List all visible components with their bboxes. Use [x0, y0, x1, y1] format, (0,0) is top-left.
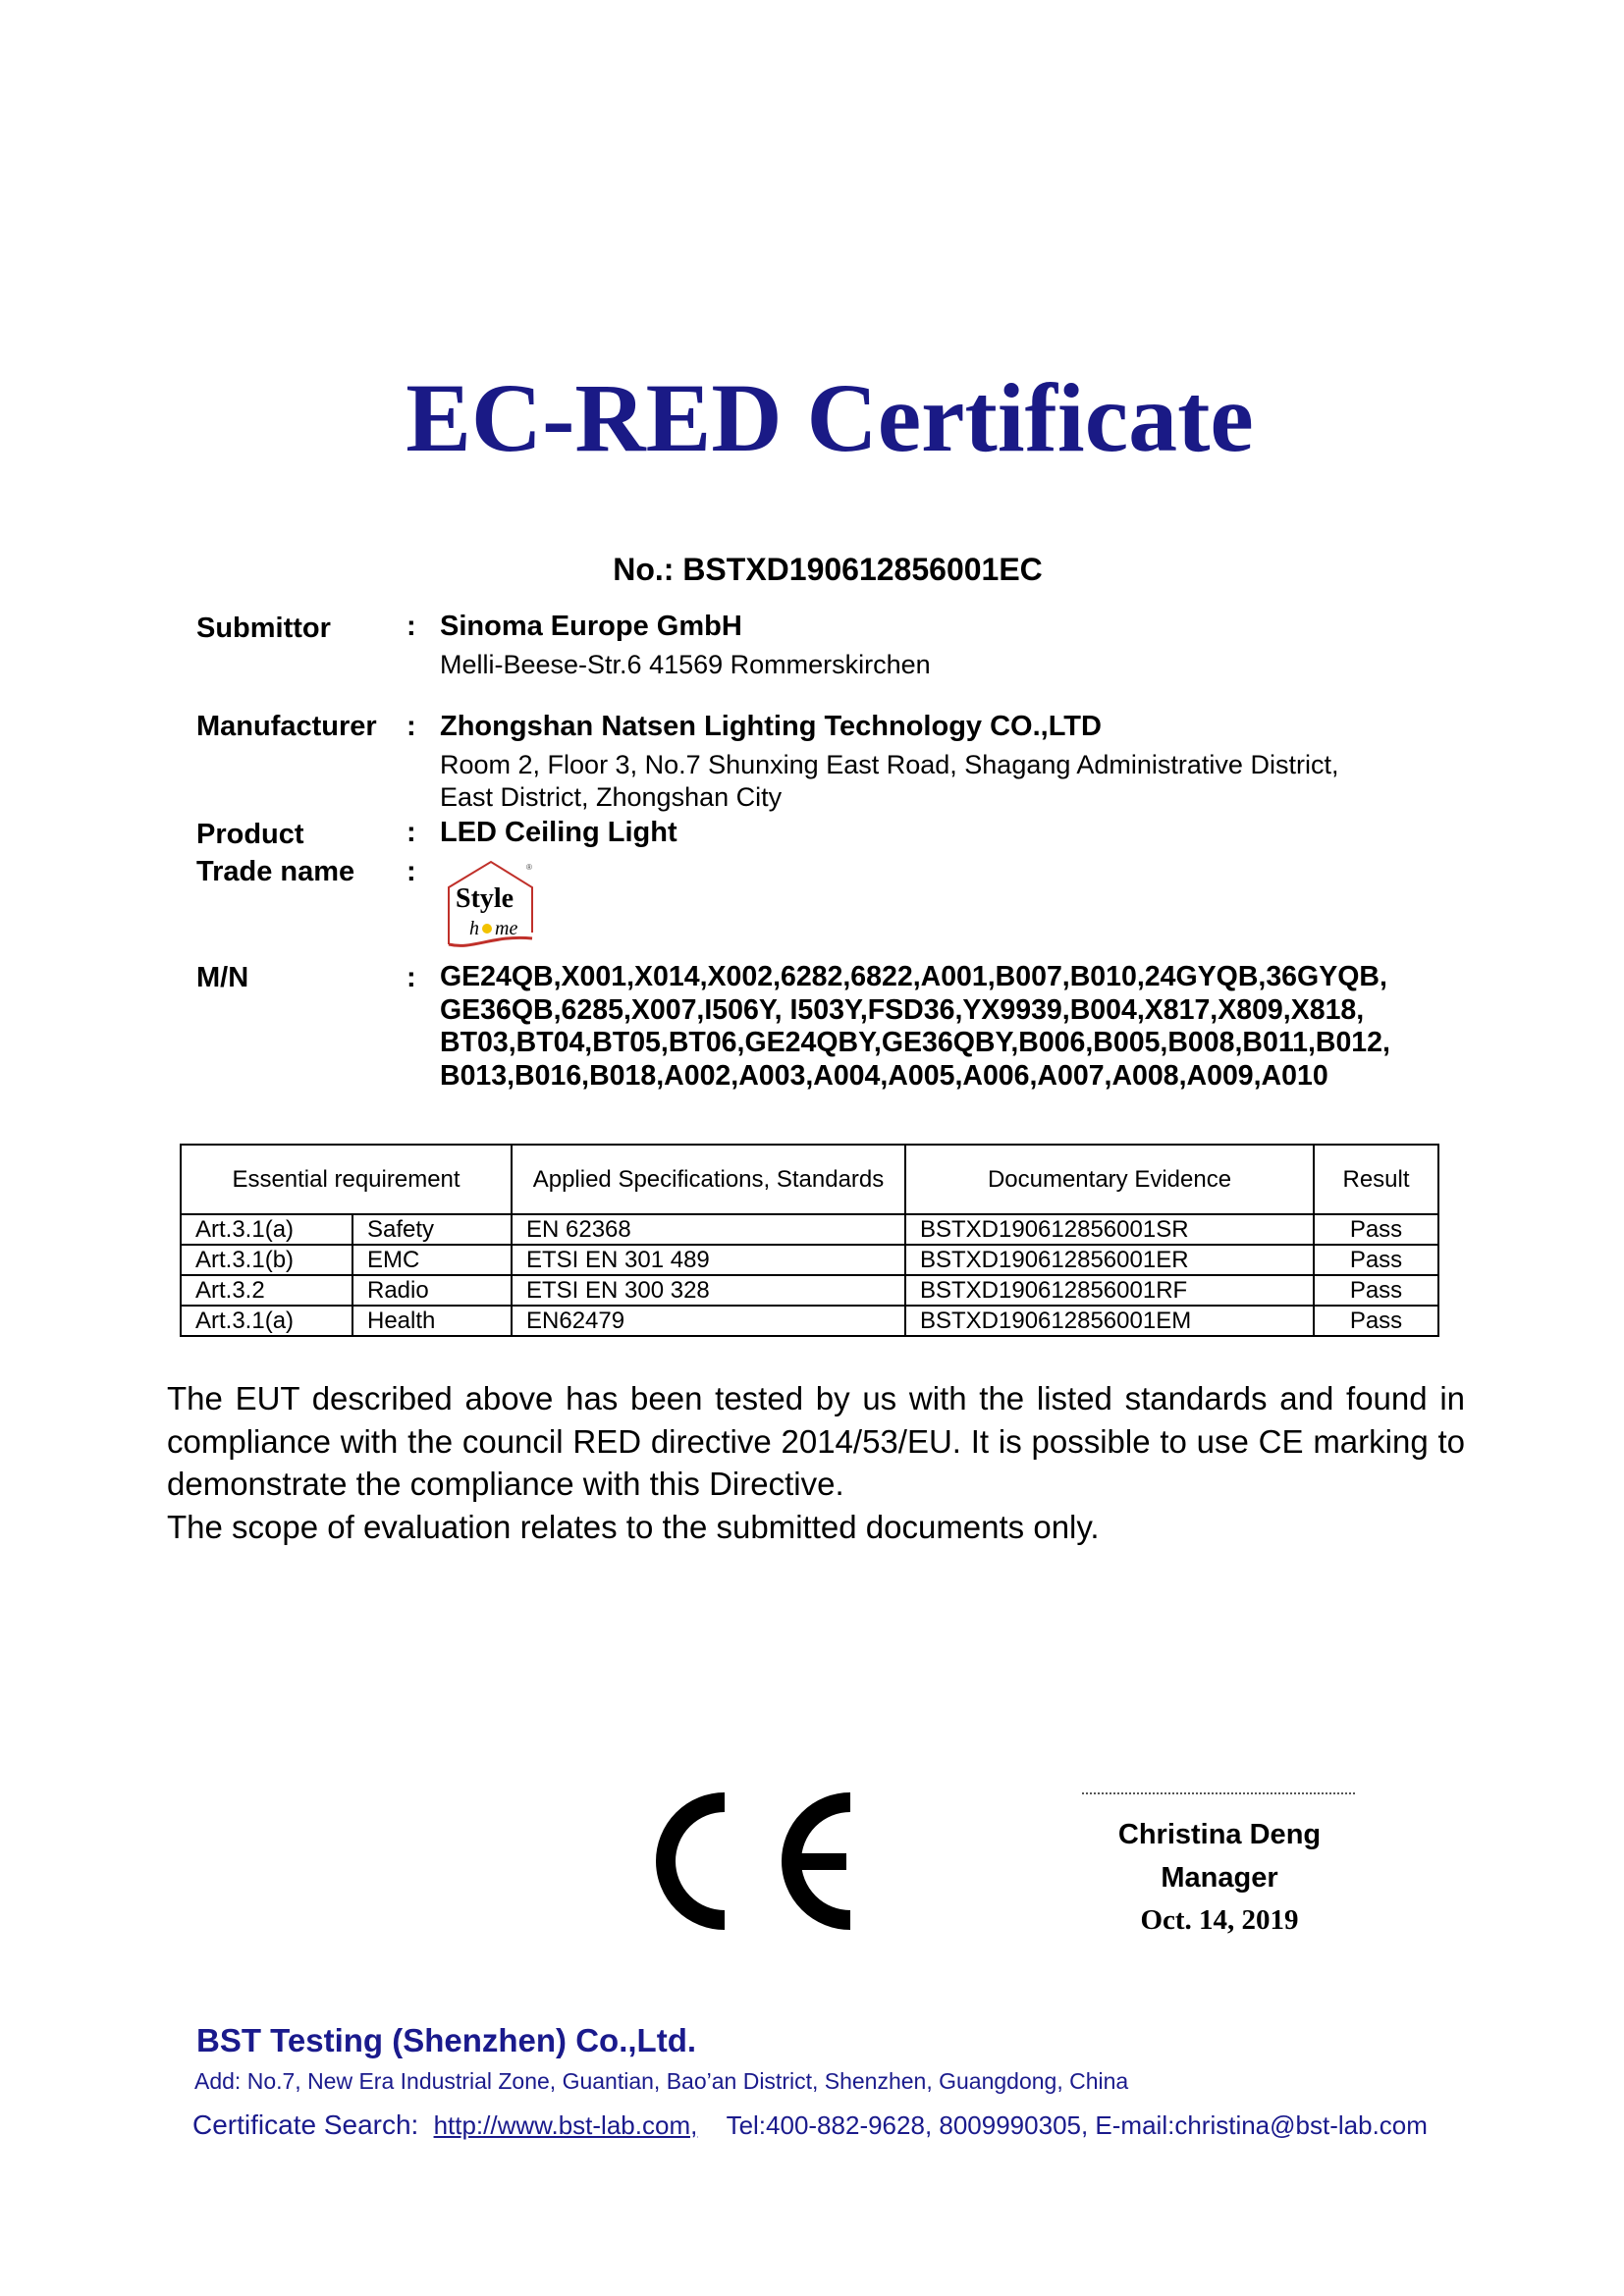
signatory-name: Christina Deng	[1117, 1819, 1322, 1850]
evidence-cell: BSTXD190612856001SR	[905, 1214, 1314, 1245]
manufacturer-name: Zhongshan Natsen Lighting Technology CO.,LTD	[440, 711, 1102, 742]
category-cell: Radio	[352, 1275, 512, 1306]
product-value: LED Ceiling Light	[440, 817, 677, 848]
lab-address: Add: No.7, New Era Industrial Zone, Guantian, Bao’an District, Shenzhen, Guangdong, China	[194, 2068, 1129, 2094]
certificate-title: EC-RED Certificate	[406, 363, 1254, 472]
signature-line	[1082, 1792, 1355, 1794]
submittor-address: Melli-Beese-Str.6 41569 Rommerskirchen	[440, 650, 931, 679]
lab-website-link[interactable]: http://www.bst-lab.com,	[433, 2110, 698, 2140]
manufacturer-address-line2: East District, Zhongshan City	[440, 782, 783, 812]
signature-date: Oct. 14, 2019	[1140, 1904, 1299, 1936]
lab-contact-info: Tel:400-882-9628, 8009990305, E-mail:christina@bst-lab.com	[726, 2110, 1428, 2140]
standard-cell: ETSI EN 300 328	[512, 1275, 905, 1306]
certificate-search-label: Certificate Search:	[192, 2109, 419, 2140]
model-numbers: GE24QB,X001,X014,X002,6282,6822,A001,B007,B010,24GYQB,36GYQB, GE36QB,6285,X007,I506Y, I503Y,FSD36,YX9939,B004,X817,X809,X818, BT03,BT04,BT05,BT06,GE24QBY,GE36QBY,B006,B005,B008,B011,B012, B013,B016,B018,A002,A003,A004,A005,A006,A007,A008,A009,A010	[440, 961, 1390, 1092]
style-home-logo	[444, 858, 538, 952]
article-cell: Art.3.1(a)	[181, 1306, 352, 1336]
certificate-number: No.: BSTXD190612856001EC	[613, 552, 1043, 587]
product-label: Product	[196, 819, 304, 850]
colon: :	[406, 611, 416, 642]
result-cell: Pass	[1314, 1214, 1438, 1245]
table-row	[181, 1275, 1438, 1306]
result-cell: Pass	[1314, 1275, 1438, 1306]
category-cell: EMC	[352, 1245, 512, 1275]
header-essential-requirement: Essential requirement	[181, 1145, 512, 1214]
table-row	[181, 1306, 1438, 1336]
evidence-cell: BSTXD190612856001EM	[905, 1306, 1314, 1336]
statement-text: The EUT described above has been tested by us with the listed standards and found in compliance with the council RED directive 2014/53/EU. It is possible to use CE marking to demonstrate the compliance with this Directive.	[167, 1380, 1465, 1502]
submittor-label: Submittor	[196, 613, 331, 644]
result-cell: Pass	[1314, 1306, 1438, 1336]
svg-text:®: ®	[526, 863, 532, 872]
footer-contact-line	[192, 2109, 1428, 2141]
svg-text:h: h	[469, 918, 479, 939]
table-row	[181, 1245, 1438, 1275]
result-cell: Pass	[1314, 1245, 1438, 1275]
ce-mark-icon	[652, 1789, 854, 1934]
header-documentary-evidence: Documentary Evidence	[905, 1145, 1314, 1214]
colon: :	[406, 962, 416, 993]
trade-name-label: Trade name	[196, 856, 355, 887]
scope-text: The scope of evaluation relates to the submitted documents only.	[167, 1508, 1100, 1545]
standard-cell: EN 62368	[512, 1214, 905, 1245]
svg-text:Style: Style	[456, 883, 514, 914]
article-cell: Art.3.1(a)	[181, 1214, 352, 1245]
article-cell: Art.3.1(b)	[181, 1245, 352, 1275]
requirements-table	[180, 1144, 1439, 1337]
evidence-cell: BSTXD190612856001ER	[905, 1245, 1314, 1275]
evidence-cell: BSTXD190612856001RF	[905, 1275, 1314, 1306]
standard-cell: ETSI EN 301 489	[512, 1245, 905, 1275]
standard-cell: EN62479	[512, 1306, 905, 1336]
compliance-statement	[167, 1377, 1465, 1548]
manufacturer-label: Manufacturer	[196, 711, 377, 742]
lab-company-name: BST Testing (Shenzhen) Co.,Ltd.	[196, 2022, 697, 2058]
table-row	[181, 1214, 1438, 1245]
header-applied-specifications: Applied Specifications, Standards	[512, 1145, 905, 1214]
manufacturer-address-line1: Room 2, Floor 3, No.7 Shunxing East Road, Shagang Administrative District,	[440, 750, 1339, 779]
header-result: Result	[1314, 1145, 1438, 1214]
signatory-role: Manager	[1161, 1862, 1278, 1894]
colon: :	[406, 711, 416, 742]
category-cell: Safety	[352, 1214, 512, 1245]
submittor-name: Sinoma Europe GmbH	[440, 611, 742, 642]
colon: :	[406, 817, 416, 848]
table-header-row	[181, 1145, 1438, 1214]
colon: :	[406, 856, 416, 887]
category-cell: Health	[352, 1306, 512, 1336]
mn-label: M/N	[196, 962, 249, 993]
svg-text:me: me	[495, 918, 518, 939]
article-cell: Art.3.2	[181, 1275, 352, 1306]
